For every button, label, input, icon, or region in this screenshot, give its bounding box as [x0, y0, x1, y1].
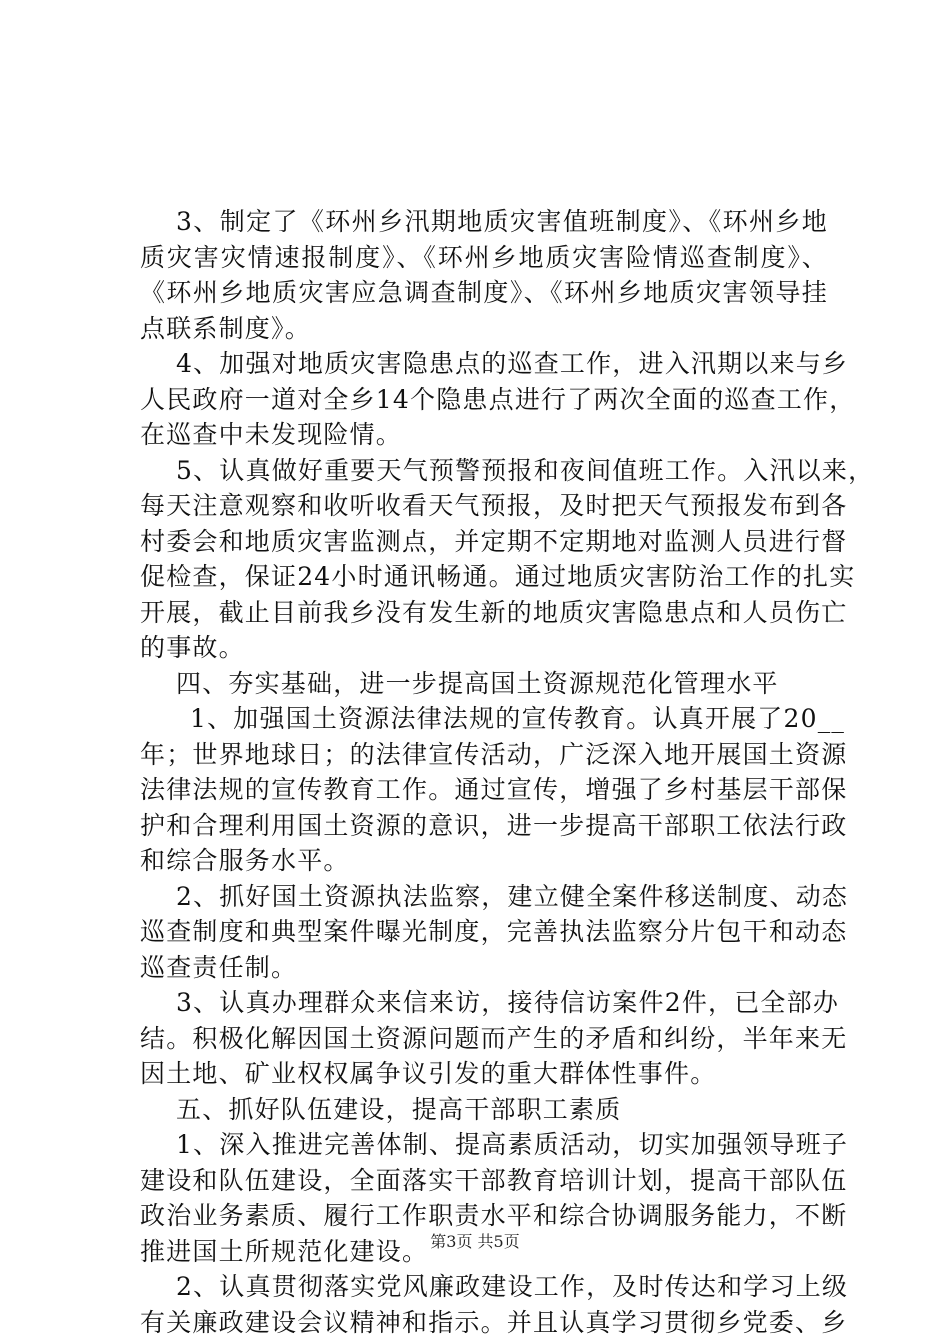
- text-line: 四、夯实基础，进一步提高国土资源规范化管理水平: [176, 668, 779, 698]
- text-line: 在巡查中未发现险情。: [140, 420, 403, 449]
- text-line: 建设和队伍建设，全面落实干部教育培训计划，提高干部队伍: [140, 1165, 848, 1195]
- text-line: 巡查制度和典型案件曝光制度，完善执法监察分片包干和动态: [140, 917, 848, 946]
- text-line: 五、抓好队伍建设，提高干部职工素质: [176, 1094, 622, 1124]
- text-line: 每天注意观察和收听收看天气预报，及时把天气预报发布到各: [140, 491, 848, 520]
- page-footer: 第3页 共5页: [430, 1232, 520, 1251]
- text-line: 护和合理利用国土资源的意识，进一步提高干部职工依法行政: [140, 810, 848, 840]
- text-line: 3、认真办理群众来信来访，接待信访案件2件，已全部办: [176, 988, 840, 1017]
- document-body: [140, 204, 875, 1340]
- text-line: 开展，截止目前我乡没有发生新的地质灾害隐患点和人员伤亡: [140, 597, 848, 627]
- text-line: 《环州乡地质灾害应急调查制度》、《环州乡地质灾害领导挂: [140, 278, 828, 307]
- text-line: 人民政府一道对全乡14个隐患点进行了两次全面的巡查工作，: [140, 384, 856, 414]
- text-line: 2、抓好国土资源执法监察，建立健全案件移送制度、动态: [176, 881, 849, 911]
- text-line: 因土地、矿业权权属争议引发的重大群体性事件。: [140, 1059, 717, 1088]
- text-line: 村委会和地质灾害监测点，并定期不定期地对监测人员进行督: [140, 526, 848, 556]
- text-line: 2、认真贯彻落实党风廉政建设工作，及时传达和学习上级: [176, 1272, 849, 1301]
- text-line: 巡查责任制。: [140, 952, 298, 982]
- text-line: 质灾害灾情速报制度》、《环州乡地质灾害险情巡查制度》、: [140, 242, 828, 272]
- text-line: 点联系制度》。: [140, 313, 311, 343]
- text-line: 推进国土所规范化建设。: [140, 1236, 429, 1266]
- text-line: 政治业务素质、履行工作职责水平和综合协调服务能力，不断: [140, 1201, 848, 1230]
- text-line: 4、加强对地质灾害隐患点的巡查工作，进入汛期以来与乡: [176, 349, 849, 378]
- text-line: 年；世界地球日；的法律宣传活动，广泛深入地开展国土资源: [140, 739, 848, 769]
- text-line: 促检查，保证24小时通讯畅通。通过地质灾害防治工作的扎实: [140, 562, 856, 591]
- text-line: 的事故。: [140, 633, 245, 662]
- text-line: 法律法规的宣传教育工作。通过宣传，增强了乡村基层干部保: [140, 775, 848, 804]
- text-line: 5、认真做好重要天气预警预报和夜间值班工作。入汛以来，: [176, 455, 875, 485]
- text-line: 1、加强国土资源法律法规的宣传教育。认真开展了20__: [190, 704, 846, 733]
- text-line: 3、制定了《环州乡汛期地质灾害值班制度》、《环州乡地: [176, 207, 828, 236]
- text-line: 有关廉政建设会议精神和指示。并且认真学习贯彻乡党委、乡: [140, 1307, 848, 1337]
- text-line: 结。积极化解因国土资源问题而产生的矛盾和纠纷，半年来无: [140, 1023, 848, 1053]
- text-line: 和综合服务水平。: [140, 846, 350, 875]
- text-line: 1、深入推进完善体制、提高素质活动，切实加强领导班子: [176, 1130, 849, 1159]
